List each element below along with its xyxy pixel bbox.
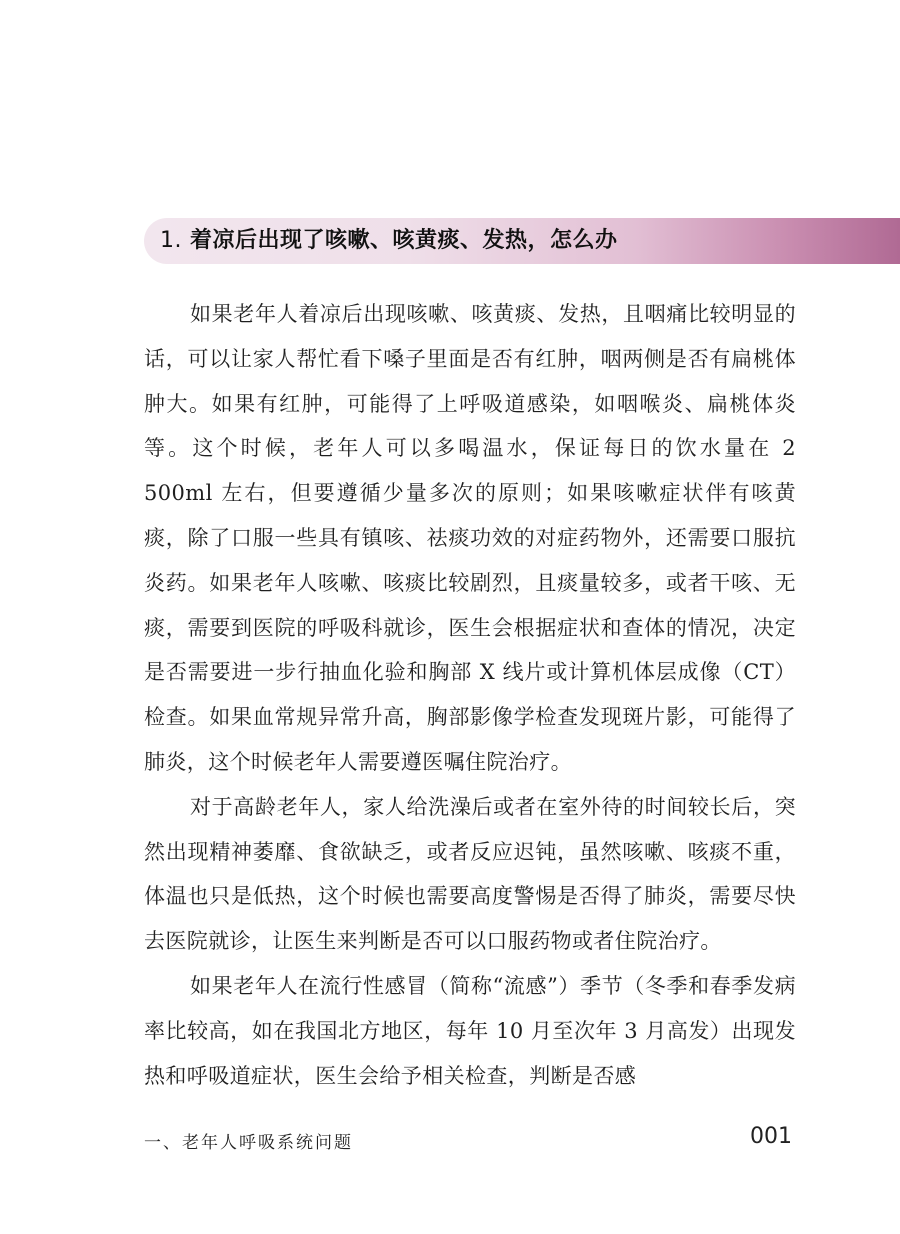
- page-number: 001: [750, 1124, 792, 1149]
- paragraph-3: 如果老年人在流行性感冒（简称“流感”）季节（冬季和春季发病率比较高，如在我国北方地区，每年 10 月至次年 3 月高发）出现发热和呼吸道症状，医生会给予相关检查，判断是否感: [144, 973, 796, 1088]
- body-text: [144, 292, 796, 1098]
- paragraph-2: 对于高龄老年人，家人给洗澡后或者在室外待的时间较长后，突然出现精神萎靡、食欲缺乏，或者反应迟钝，虽然咳嗽、咳痰不重，体温也只是低热，这个时候也需要高度警惕是否得了肺炎，需要尽快去医院就诊，让医生来判断是否可以口服药物或者住院治疗。: [144, 794, 796, 954]
- section-heading: [160, 222, 618, 260]
- paragraph-1: 如果老年人着凉后出现咳嗽、咳黄痰、发热，且咽痛比较明显的话，可以让家人帮忙看下嗓子里面是否有红肿，咽两侧是否有扁桃体肿大。如果有红肿，可能得了上呼吸道感染，如咽喉炎、扁桃体炎等。这个时候，老年人可以多喝温水，保证每日的饮水量在 2 500ml 左右，但要遵循少量多次的原则；如果咳嗽症状伴有咳黄痰，除了口服一些具有镇咳、祛痰功效的对症药物外，还需要口服抗炎药。如果老年人咳嗽、咳痰比较剧烈，且痰量较多，或者干咳、无痰，需要到医院的呼吸科就诊，医生会根据症状和查体的情况，决定是否需要进一步行抽血化验和胸部 X 线片或计算机体层成像（CT）检查。如果血常规异常升高，胸部影像学检查发现斑片影，可能得了肺炎，这个时候老年人需要遵医嘱住院治疗。: [144, 302, 796, 774]
- section-heading-number: 1.: [160, 228, 182, 253]
- section-heading-title: 着凉后出现了咳嗽、咳黄痰、发热，怎么办: [190, 228, 618, 253]
- footer-section-title: 一、老年人呼吸系统问题: [144, 1133, 353, 1153]
